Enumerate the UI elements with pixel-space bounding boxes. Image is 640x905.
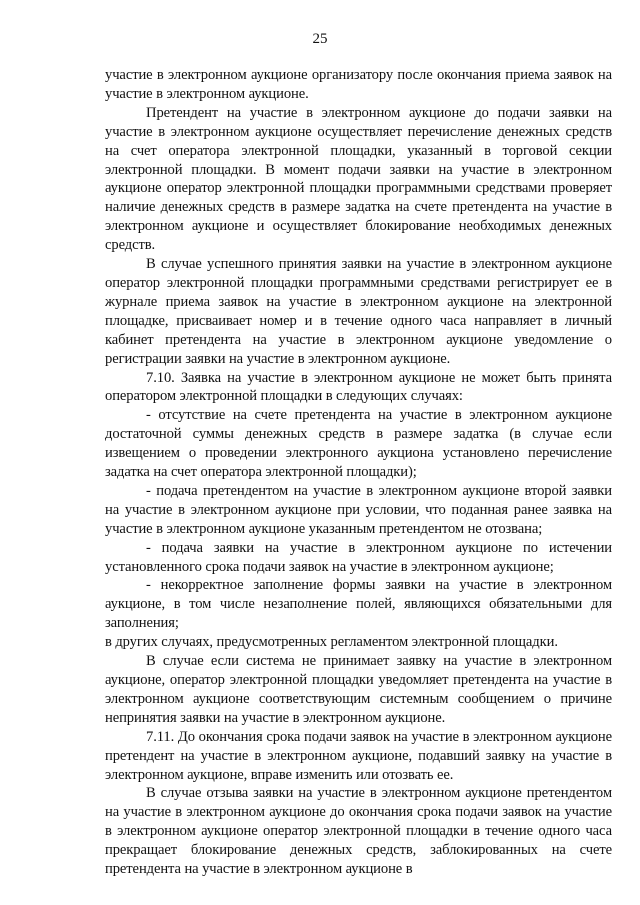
- paragraph-system-rejection: В случае если система не принимает заявку на участие в электронном аукционе, оператор электронной площадки уведомляет претендента на участие в электронном аукционе соответствующим системным сообщением о причине непринятия заявки на участие в электронном аукционе.: [105, 653, 612, 726]
- list-item-incorrect-form: - некорректное заполнение формы заявки на участие в электронном аукционе, в том числе незаполнение полей, являющихся обязательными для заполнения;: [105, 577, 612, 632]
- list-item-other-cases: в других случаях, предусмотренных регламентом электронной площадки.: [105, 634, 558, 651]
- list-item-deadline-expired: - подача заявки на участие в электронном аукционе по истечении установленного срока подачи заявок на участие в электронном аукционе;: [105, 539, 612, 575]
- page-number: 25: [312, 31, 328, 47]
- paragraph-section-7-11: 7.11. До окончания срока подачи заявок на участие в электронном аукционе претендент на участие в электронном аукционе, подавший заявку на участие в электронном аукционе, вправе изменить или отозвать ее.: [105, 728, 612, 783]
- document-body: [105, 66, 612, 879]
- paragraph-withdrawal: В случае отзыва заявки на участие в электронном аукционе претендентом на участие в электронном аукционе до окончания срока подачи заявок на участие в электронном аукционе оператор электронной площадки в течение одного часа прекращает блокирование денежных средств, заблокированных на счете претендента на участие в электронном аукционе в: [105, 785, 612, 878]
- paragraph-section-7-10: 7.10. Заявка на участие в электронном аукционе не может быть принята оператором электронной площадки в следующих случаях:: [105, 369, 612, 405]
- list-item-insufficient-funds: - отсутствие на счете претендента на участие в электронном аукционе достаточной суммы денежных средств в размере задатка (в случае если извещением о проведении электронного аукциона установлено перечисление задатка на счет оператора электронной площадки);: [105, 407, 612, 481]
- paragraph-continuation: участие в электронном аукционе организатору после окончания приема заявок на участие в электронном аукционе.: [105, 67, 612, 102]
- list-item-second-application: - подача претендентом на участие в электронном аукционе второй заявки на участие в электронном аукционе при условии, что поданная ранее заявка на участие в электронном аукционе указанным претендентом не отозвана;: [105, 482, 612, 537]
- paragraph-registration: В случае успешного принятия заявки на участие в электронном аукционе оператор электронной площадки программными средствами регистрирует ее в журнале приема заявок на участие в электронном аукционе на электронной площадке, присваивает номер и в течение одного часа направляет в личный кабинет претендента на участие в электронном аукционе уведомление о регистрации заявки на участие в электронном аукционе.: [105, 256, 612, 367]
- paragraph-deposit-transfer: Претендент на участие в электронном аукционе до подачи заявки на участие в электронном аукционе осуществляет перечисление денежных средств на счет оператора электронной площадки, указанный в торговой секции электронной площадки. В момент подачи заявки на участие в электронном аукционе оператор электронной площадки программными средствами проверяет наличие денежных средств в размере задатка на счете претендента на участие в электронном аукционе и осуществляет блокирование необходимых денежных средств.: [105, 104, 612, 254]
